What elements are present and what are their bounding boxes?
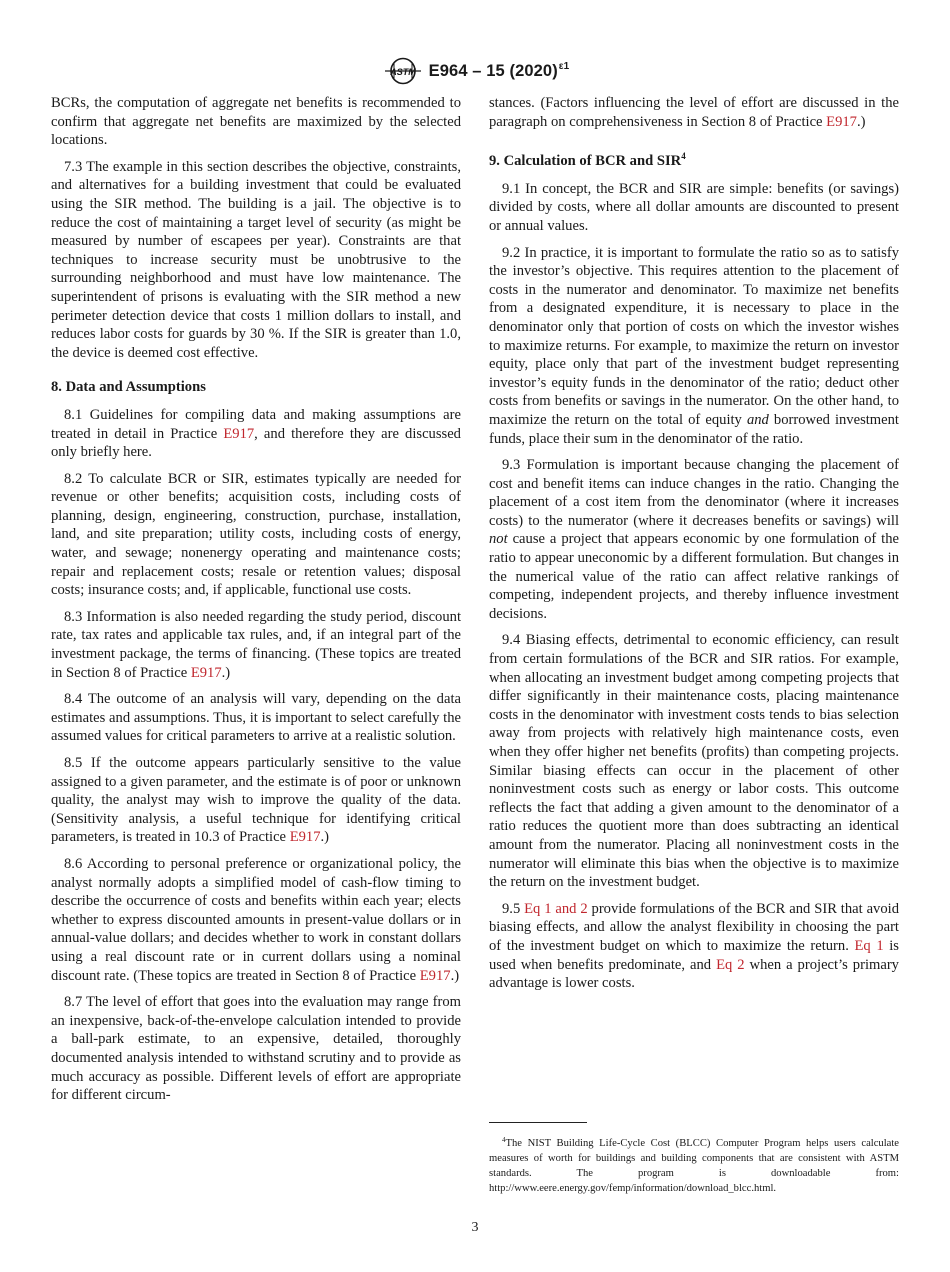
paragraph-8-7: 8.7 The level of effort that goes into the evaluation may range from an inexpensive, back-of-the-envelope calculation intended to provide a ball-park estimate, to an expensive, detailed, thoroughly documented analysis intended to withstand scrutiny and to provide as much accuracy as possible. Different levels of effort are appropriate for different circum- (51, 994, 461, 1104)
section-9-heading: 9. Calculation of BCR and SIR$^4$ (489, 151, 686, 170)
paragraph-8-1: 8.1 Guidelines for compiling data and making assumptions are treated in detail in Practice E917, and therefore they are discussed only briefly here. (51, 406, 461, 461)
left-column (51, 94, 461, 1113)
astm-logo-icon (381, 57, 425, 85)
e917-link[interactable]: E917 (289, 829, 321, 846)
footnote-4: $^4$The NIST Building Life-Cycle Cost (BLCC) Computer Program helps users calculate measures of worth for buildings and building components that are consistent with ASTM standards. The program is downloadable from: http://www.eere.energy.gov/femp/information/download_blcc.html. (489, 1136, 899, 1194)
paragraph-7-3: 7.3 The example in this section describes the objective, constraints, and alternatives for a building investment that could be evaluated using the SIR method. The building is a jail. The objective is to reduce the cost of maintaining a target level of security (as might be measured by number of escapees per year). Constraints are that techniques to increase security must be unobtrusive to the surrounding neighborhood and must have low maintenance. The superintendent of prisons is evaluating with the SIR method a new perimeter detection device that costs 1 million dollars to install, and reduces labor costs for guards by 30 %. If the SIR is greater than 1.0, the device is deemed cost effective. (51, 158, 461, 361)
right-column (489, 94, 899, 1001)
e917-link[interactable]: E917 (190, 664, 222, 681)
paragraph-9-4: 9.4 Biasing effects, detrimental to economic efficiency, can result from certain formulations of the BCR and SIR ratios. For example, when allocating an investment budget among competing projects that differ significantly in their maintenance costs, placing maintenance costs in the denominator with investment costs tends to bias selection away from projects with relatively high maintenance costs, even when they offer higher net benefits (profits) than competing projects. Similar biasing effects can occur in the placement of other noninvestment costs such as energy or labor costs. This outcome reflects the fact that adding a given amount to the denominator of a ratio reduces the quotient more than does subtracting an identical amount from the numerator. Placing all noninvestment costs in the numerator will eliminate this bias when the objective is to maximize the return on the investment budget. (489, 632, 899, 891)
paragraph-8-5: 8.5 If the outcome appears particularly sensitive to the value assigned to a given parameter, and the estimate is of poor or unknown quality, the analyst may wish to improve the quality of the data. (Sensitivity analysis, a useful technique for identifying critical parameters, is treated in 10.3 of Practice E917.) (51, 755, 461, 846)
document-designation: E964 – 15 $(2020)^{\varepsilon 1}$ (428, 61, 570, 80)
paragraph-9-5: 9.5 Eq 1 and 2 provide formulations of the BCR and SIR that avoid biasing effects, and allow the analyst flexibility in choosing the part of the investment budget on which to maximize the return. Eq 1 is used when benefits predominate, and Eq 2 when a project’s primary advantage is lower costs. (489, 900, 899, 992)
paragraph-9-1: 9.1 In concept, the BCR and SIR are simple: benefits (or savings) divided by costs, where all dollar amounts are discounted to present or annual values. (489, 180, 899, 234)
page-number: 3 (471, 1220, 479, 1235)
eq-1-and-2-link[interactable]: Eq 1 and 2 (524, 900, 588, 917)
paragraph-8-3: 8.3 Information is also needed regarding the study period, discount rate, tax rates and applicable tax rules, and, if an integral part of the investment package, the terms of financing. (These topics are treated in Section 8 of Practice E917.) (51, 608, 461, 681)
e917-link[interactable]: E917 (419, 967, 451, 984)
paragraph-9-3: 9.3 Formulation is important because changing the placement of cost and benefit items can induce changes in the ratio. Changing the placement of a cost item from the denominator (where it increases costs) to the numerator (where it decreases benefits or savings) will not cause a project that appears economic by one formulation of the ratio to appear uneconomic by a different formulation. But changes in the numerical value of the ratio can affect relative rankings of competing, independent projects, and thereby influence investment decisions. (489, 457, 899, 622)
eq-1-link[interactable]: Eq 1 (854, 937, 884, 954)
footnote-divider (489, 1122, 587, 1123)
paragraph-8-6: 8.6 According to personal preference or organizational policy, the analyst normally adopts a simplified model of cash-flow timing to describe the occurrence of costs and benefits within each year; elects whether to express discounted amounts in present-value dollars or in annual-value dollars; and decides whether to work in constant dollars using a real discount rate or in current dollars using a nominal discount rate. (These topics are treated in Section 8 of Practice E917.) (51, 855, 461, 984)
paragraph-8-7-continued: stances. (Factors influencing the level of effort are discussed in the paragraph on comprehensiveness in Section 8 of Practice E917.) (489, 95, 899, 130)
eq-2-link[interactable]: Eq 2 (716, 956, 745, 973)
section-8-heading: 8. Data and Assumptions (51, 379, 206, 396)
paragraph-8-2: 8.2 To calculate BCR or SIR, estimates typically are needed for revenue or other benefits; acquisition costs, including costs of planning, design, engineering, construction, purchase, installation, land, and site preparation; utility costs, including costs of energy, water, and sewage; nonenergy operating and maintenance costs; repair and replacement costs; resale or retention values; disposal costs; insurance costs; and, if applicable, functional use costs. (51, 470, 461, 599)
paragraph-7-2-continued: BCRs, the computation of aggregate net benefits is recommended to confirm that aggregate net benefits are maximized by the selected locations. (51, 95, 461, 149)
paragraph-9-2: 9.2 In practice, it is important to formulate the ratio so as to satisfy the investor’s objective. This requires attention to the placement of costs in the numerator and denominator. To maximize net benefits from a designated expenditure, it is necessary to place in the denominator only that portion of costs on which the investor wishes to maximize returns. For example, to maximize the return on investor equity, place only that part of the investment budget representing investor’s equity funds in the denominator of the ratio; deduct other costs from benefits or savings in the numerator. On the other hand, to maximize the return on the total of equity and borrowed investment funds, place their sum in the denominator of the ratio. (489, 244, 899, 447)
e917-link[interactable]: E917 (826, 113, 857, 130)
page-header (0, 56, 950, 86)
paragraph-8-4: 8.4 The outcome of an analysis will vary, depending on the data estimates and assumptions. Thus, it is important to select carefully the assumed values for critical parameters to arrive at a realistic solution. (51, 691, 461, 745)
footnote-ref-4[interactable]: 4 (681, 151, 686, 162)
e917-link[interactable]: E917 (223, 425, 255, 442)
astm-logo-lettering: ASTM (389, 67, 416, 77)
